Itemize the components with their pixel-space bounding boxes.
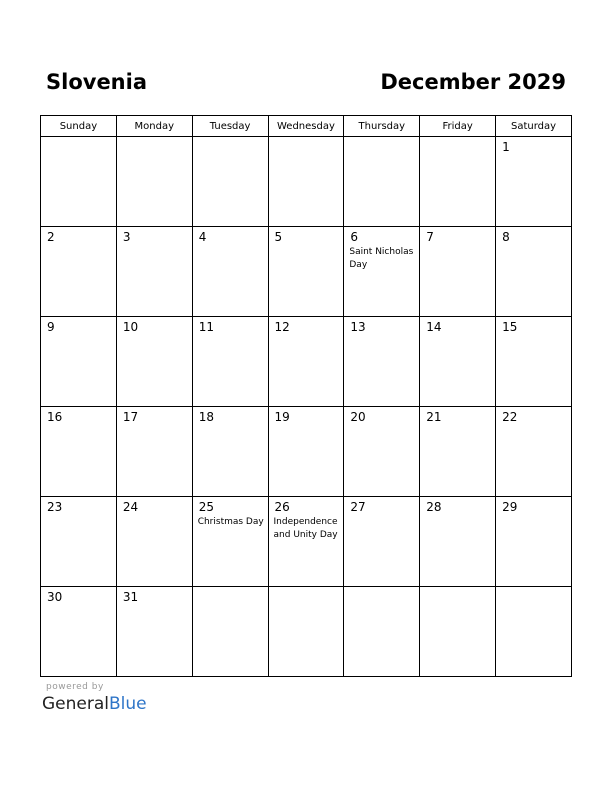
day-number: 12: [274, 320, 290, 334]
day-cell: [268, 227, 344, 317]
brand-blue: Blue: [109, 694, 147, 714]
day-cell: [344, 137, 420, 227]
day-cell: [420, 407, 496, 497]
weekday-wednesday: Wednesday: [268, 116, 344, 137]
country-title: Slovenia: [46, 70, 148, 94]
day-number: 28: [426, 500, 442, 514]
day-number: [344, 587, 419, 591]
day-cell: [420, 227, 496, 317]
day-number: [117, 137, 192, 141]
day-number: [41, 137, 116, 141]
day-cell: [41, 497, 117, 587]
holiday-label: Independence and Unity Day: [273, 517, 338, 540]
weekday-thursday: Thursday: [344, 116, 420, 137]
day-cell: [192, 317, 268, 407]
holiday-label: Christmas Day: [197, 517, 264, 527]
day-number: [269, 587, 344, 591]
day-number: 3: [122, 230, 131, 244]
day-cell: [420, 317, 496, 407]
day-number: 21: [426, 410, 442, 424]
day-number: 18: [198, 410, 214, 424]
day-cell: [268, 407, 344, 497]
day-number: 9: [47, 320, 55, 334]
day-number: 26: [274, 500, 290, 514]
day-cell: [116, 317, 192, 407]
weekday-sunday: Sunday: [41, 116, 117, 137]
day-cell: [496, 227, 572, 317]
day-cell: [41, 227, 117, 317]
day-number: 19: [274, 410, 290, 424]
day-cell: [116, 407, 192, 497]
day-cell: [192, 227, 268, 317]
day-cell: [420, 587, 496, 677]
day-cell: [496, 317, 572, 407]
weekday-header-row: [41, 116, 572, 137]
day-cell: [41, 407, 117, 497]
week-row: [41, 227, 572, 317]
day-number: 22: [502, 410, 518, 424]
day-cell: [420, 497, 496, 587]
weekday-tuesday: Tuesday: [192, 116, 268, 137]
day-cell: [116, 587, 192, 677]
day-number: 7: [426, 230, 434, 244]
day-number: 30: [47, 590, 63, 604]
day-number: [269, 137, 344, 141]
day-cell: [116, 497, 192, 587]
day-number: 2: [47, 230, 55, 244]
day-number: 10: [122, 320, 139, 334]
day-cell: [116, 137, 192, 227]
day-number: 6: [350, 230, 359, 244]
week-row: [41, 137, 572, 227]
day-number: 16: [47, 410, 63, 424]
day-cell: [192, 137, 268, 227]
day-number: 25: [198, 500, 214, 514]
day-cell: [192, 407, 268, 497]
day-cell: [496, 407, 572, 497]
day-cell: [496, 587, 572, 677]
day-number: 5: [274, 230, 283, 244]
day-cell: [420, 137, 496, 227]
week-row: [41, 587, 572, 677]
calendar-grid: [40, 115, 572, 677]
day-number: [193, 137, 268, 141]
day-cell: [268, 317, 344, 407]
day-cell: [116, 227, 192, 317]
day-number: 20: [350, 410, 366, 424]
day-number: 24: [122, 500, 139, 514]
day-number: 1: [502, 140, 510, 154]
day-cell: [268, 587, 344, 677]
day-cell: [192, 587, 268, 677]
day-cell: [496, 137, 572, 227]
day-number: 27: [350, 500, 366, 514]
month-title: December 2029: [380, 70, 566, 94]
powered-by-label: powered by: [46, 682, 104, 692]
day-number: 8: [502, 230, 510, 244]
day-number: 15: [502, 320, 518, 334]
day-number: 31: [122, 590, 139, 604]
day-cell: [192, 497, 268, 587]
day-number: 14: [426, 320, 442, 334]
weekday-friday: Friday: [420, 116, 496, 137]
day-cell: [41, 587, 117, 677]
week-row: [41, 497, 572, 587]
day-cell: [41, 317, 117, 407]
weekday-saturday: Saturday: [496, 116, 572, 137]
day-number: 13: [350, 320, 366, 334]
week-row: [41, 317, 572, 407]
day-cell: [268, 137, 344, 227]
day-number: 23: [47, 500, 63, 514]
day-cell: [344, 317, 420, 407]
weekday-monday: Monday: [116, 116, 192, 137]
day-number: [496, 587, 571, 591]
day-number: 17: [122, 410, 139, 424]
day-cell: [344, 227, 420, 317]
day-number: 4: [198, 230, 207, 244]
day-number: 29: [502, 500, 518, 514]
day-cell: [344, 497, 420, 587]
day-number: 11: [198, 320, 214, 334]
day-cell: [344, 587, 420, 677]
week-row: [41, 407, 572, 497]
day-cell: [344, 407, 420, 497]
day-cell: [268, 497, 344, 587]
day-cell: [41, 137, 117, 227]
day-number: [420, 137, 495, 141]
brand-general: General: [42, 694, 109, 714]
day-number: [193, 587, 268, 591]
brand-logo[interactable]: [42, 694, 147, 714]
holiday-label: Saint Nicholas Day: [349, 247, 414, 270]
day-number: [344, 137, 419, 141]
day-number: [420, 587, 495, 591]
day-cell: [496, 497, 572, 587]
